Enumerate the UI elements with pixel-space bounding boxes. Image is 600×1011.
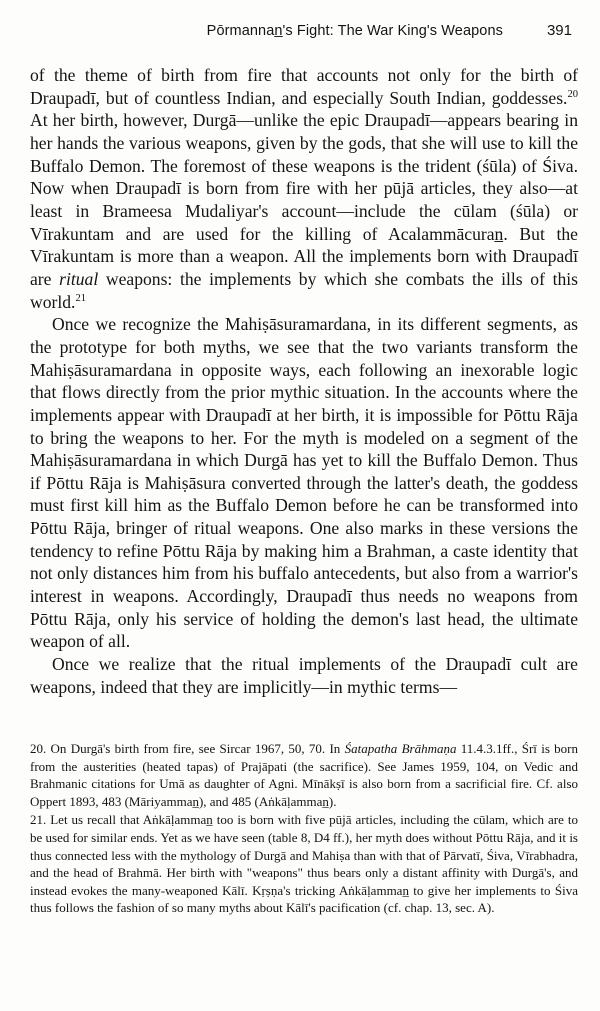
- running-title: Pōrmannan̲'s Fight: The War King's Weapons: [206, 23, 503, 39]
- paragraph: Once we recognize the Mahiṣāsuramardana, in its different segments, as the prototype for both myths, we see that the two variants transform the Mahiṣāsuramardana in opposite ways, each following an inexorable logic that flows directly from the prior mythic situation. In the accounts where the implements appear with Draupadī at her birth, it is impossible for Pōttu Rāja to bring the weapons to her. For the myth is modeled on a segment of the Mahiṣāsuramardana in which Durgā has yet to kill the Buffalo Demon. Thus if Pōttu Rāja is Mahiṣāsura converted through the latter's death, the goddess must first kill him as the Buffalo Demon before he can be transformed into Pōttu Rāja, bringer of ritual weapons. One also marks in these versions the tendency to refine Pōttu Rāja by making him a Brahman, a caste identity that not only distances him from his buffalo antecedents, but also from a warrior's interest in weapons. Accordingly, Draupadī thus needs no weapons from Pōttu Rāja, only his service of holding the demon's last head, the ultimate weapon of all.: [30, 314, 578, 652]
- footnote: 21. Let us recall that Aṅkāḷamman̲ too is born with five pūjā articles, including the cūlam, which are to be used for similar ends. Yet as we have seen (table 8, D4 ff.), her myth does without Pōttu Rāja, and it is thus connected less with the mythology of Durgā and Mahiṣa than with that of Pārvatī, Śiva, Vīrabhadra, and the head of Brahmā. Her birth with "weapons" thus bears only a distant affinity with Durgā's, and instead evokes the many-weaponed Kālī. Kṛṣṇa's tricking Aṅkāḷamman̲ to give her implements to Śiva thus follows the fashion of so many myths about Kālī's pacification (cf. chap. 13, sec. A).: [30, 812, 578, 916]
- footnote-ref[interactable]: 20: [567, 88, 578, 100]
- paragraph: Once we realize that the ritual implements of the Draupadī cult are weapons, indeed that they are implicitly—in mythic terms—: [30, 654, 578, 697]
- emphasis: Śatapatha Brāhmaṇa: [344, 741, 457, 756]
- running-header: [30, 22, 572, 39]
- paragraph: of the theme of birth from fire that accounts not only for the birth of Draupadī, but of countless Indian, and especially South Indian, goddesses.$^{20}$ At her birth, however, Durgā—unlike the epic Draupadī—appears bearing in her hands the various weapons, given by the gods, that she will use to kill the Buffalo Demon. The foremost of these weapons is the trident (śūla) of Śiva. Now when Draupadī is born from fire with her pūjā articles, they also—at least in Brameesa Mudaliyar's account—include the cūlam (śūla) or Vīrakuntam and are used for the killing of Acalammācuran̲. But the Vīrakuntam is more than a weapon. All the implements born with Draupadī are ritual weapons: the implements by which she combats the ills of this world.$^{21}$: [30, 65, 578, 312]
- footnote-ref[interactable]: 21: [75, 292, 86, 304]
- emphasis: ritual: [59, 268, 99, 289]
- footnotes: [30, 740, 578, 918]
- footnote: 20. On Durgā's birth from fire, see Sircar 1967, 50, 70. In Śatapatha Brāhmaṇa 11.4.3.1ff., Śrī is born from the austerities (heated tapas) of Prajāpati (the sacrifice). See James 1959, 104, on Vedic and Brahmanic citations for Umā as daughter of Agni. Mīnākṣī is also born from a sacrificial fire. Cf. also Oppert 1893, 483 (Māriyamman̲), and 485 (Aṅkāḷamman̲).: [30, 741, 578, 809]
- page-number: 391: [546, 22, 572, 39]
- main-text: [30, 64, 578, 698]
